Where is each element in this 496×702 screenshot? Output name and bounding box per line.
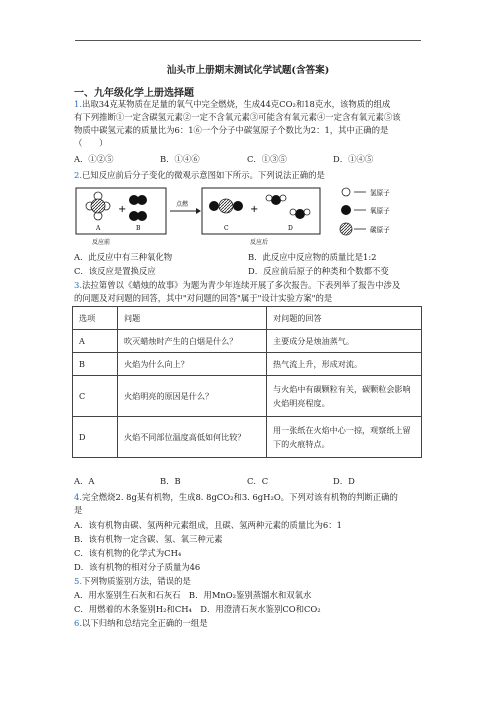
q1-line-3: 物质中碳氢元素的质量比为6：1⑥一个分子中碳氢原子个数比为2：1，其中正确的是 <box>74 125 389 135</box>
q2-option-d: D．反应前后原子的种类和个数都不变 <box>248 266 389 276</box>
q2-stem: 2.已知反应前后分子变化的微观示意图如下所示。下列说法正确的是 <box>74 170 325 180</box>
legend <box>340 188 390 235</box>
q4-number: 4. <box>74 492 82 502</box>
table-row <box>73 330 422 353</box>
q1-line-2: 有下列推断①一定含碳氢元素②一定不含氧元素③可能含有氧元素④一定含有氧元素⑤该 <box>74 112 401 122</box>
q3-option-c: C．C <box>247 476 269 486</box>
label-c: C <box>224 225 229 232</box>
q3-line-1: 3.法拉第曾以《蜡烛的故事》为题为青少年连续开展了多次报告。下表列举了报告中涉及 <box>74 280 401 290</box>
molecule-d <box>266 195 310 219</box>
q1-option-d: D．①④⑤ <box>333 154 374 164</box>
table-row <box>73 417 422 458</box>
q5-number: 5. <box>74 576 82 586</box>
q2-option-c: C．该反应是置换反应 <box>74 266 156 276</box>
molecule-b <box>129 195 147 221</box>
table-header-cell: 对问题的回答 <box>267 307 422 330</box>
q4-line-2: 是 <box>74 505 83 515</box>
table-cell: 火焰不同部位温度高低如何比较？ <box>118 417 267 458</box>
table-cell: 与火焰中有碳颗粒有关，碳颗粒会影响 火焰明亮程度。 <box>267 376 422 417</box>
q1-option-b: B．①④⑥ <box>160 154 200 164</box>
table-cell: B <box>73 353 118 376</box>
table-cell: A <box>73 330 118 353</box>
table-cell: 吹灭蜡烛时产生的白烟是什么？ <box>118 330 267 353</box>
q2-number: 2. <box>74 170 82 180</box>
q4-line-1: 4.完全燃烧2. 8g某有机物，生成8. 8gCO₂和3. 6gH₂O。下列对该有机物的判断正确的 <box>74 492 398 502</box>
q5-stem: 5.下列物质鉴别方法，错误的是 <box>74 576 191 586</box>
before-label: 反应前 <box>92 239 111 246</box>
table-cell: 火焰明亮的原因是什么？ <box>118 376 267 417</box>
q4-option-d: D．该有机物的相对分子质量为46 <box>74 562 201 572</box>
q6-stem: 6.以下归纳和总结完全正确的一组是 <box>74 618 208 628</box>
q3-number: 3. <box>74 280 82 290</box>
q2-option-b: B．此反应中反应物的质量比是1:2 <box>248 252 377 262</box>
svg-text:+: + <box>250 204 259 215</box>
q3-option-d: D．D <box>333 476 355 486</box>
q1-option-a: A．①②⑤ <box>74 154 114 164</box>
q6-number: 6. <box>74 618 82 628</box>
q3-table <box>72 306 422 458</box>
legend-carbon: 碳原子 <box>370 226 390 234</box>
header-rule <box>75 40 421 41</box>
q2-option-a: A．此反应中有三种氧化物 <box>74 252 173 262</box>
q3-line-2: 的问题及对问题的回答，其中"对问题的回答"属于"设计实验方案"的是 <box>74 293 333 303</box>
table-row <box>73 353 422 376</box>
q5-options-ab: A．用水鉴别生石灰和石灰石 B．用MnO₂鉴别蒸馏水和双氧水 <box>74 590 312 600</box>
table-row <box>73 376 422 417</box>
table-cell: 主要成分是烛油蒸气。 <box>267 330 422 353</box>
q1-line-1: 1.出取34克某物质在足量的氧气中完全燃烧，生成44克CO₂和18克水，该物质的组成 <box>74 99 391 109</box>
table-header-row <box>73 307 422 330</box>
section-heading: 一、九年级化学上册选择题 <box>74 88 194 99</box>
table-cell: 火焰为什么向上？ <box>118 353 267 376</box>
molecule-c <box>209 199 243 213</box>
q4-option-a: A．该有机物由碳、氢两种元素组成，且碳、氢两种元素的质量比为6：1 <box>74 520 342 530</box>
arrow-label: 点燃 <box>176 201 189 208</box>
after-label: 反应后 <box>250 239 269 246</box>
table-cell: D <box>73 417 118 458</box>
q1-line-4: （ ） <box>74 138 108 148</box>
q4-option-c: C．该有机物的化学式为CH₄ <box>74 548 182 558</box>
legend-oxygen: 氧原子 <box>370 207 390 215</box>
label-b: B <box>136 225 141 232</box>
label-d: D <box>288 225 293 232</box>
table-cell: 热气流上升，形成对流。 <box>267 353 422 376</box>
q5-options-cd: C．用燃着的木条鉴别H₂和CH₄ D．用澄清石灰水鉴别CO和CO₂ <box>74 604 321 614</box>
q3-option-a: A．A <box>74 476 95 486</box>
label-a: A <box>96 225 101 232</box>
q4-option-b: B．该有机物一定含碳、氢、氧三种元素 <box>74 534 223 544</box>
molecule-a <box>86 192 110 220</box>
q1-number: 1. <box>74 99 82 109</box>
table-header-cell: 选项 <box>73 307 118 330</box>
legend-hydrogen: 氢原子 <box>370 189 390 197</box>
page-title: 汕头市上册期末测试化学试题(含答案) <box>166 65 330 76</box>
svg-text:+: + <box>118 204 127 215</box>
q3-option-b: B．B <box>160 476 181 486</box>
q1-option-c: C．①③⑤ <box>247 154 287 164</box>
table-cell: C <box>73 376 118 417</box>
reaction-diagram <box>74 186 424 248</box>
table-header-cell: 问题 <box>118 307 267 330</box>
table-cell: 用一张纸在火焰中心一掠，观察纸上留 下的火痕特点。 <box>267 417 422 458</box>
